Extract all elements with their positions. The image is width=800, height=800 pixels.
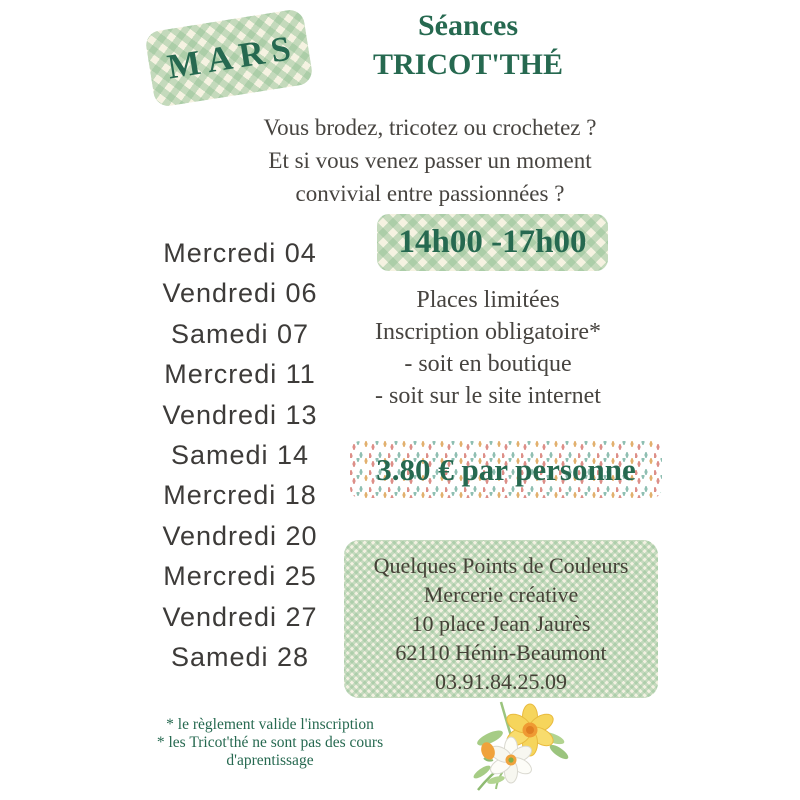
list-item: Mercredi 11 [164,359,316,390]
footnote-line: d'aprentissage [226,752,314,769]
registration-line: Places limitées [416,287,560,313]
registration-info [337,284,639,412]
footnote-line: * le règlement valide l'inscription [166,716,374,733]
registration-line: - soit en boutique [404,351,572,377]
intro-line: convivial entre passionnées ? [295,181,565,206]
contact-box [344,540,658,698]
list-item: Samedi 07 [170,318,310,349]
shop-tagline: Mercerie créative [423,582,579,607]
price-badge [350,441,662,498]
shop-city: 62110 Hénin-Beaumont [395,640,607,665]
intro-line: Vous brodez, tricotez ou crochetez ? [263,115,597,140]
list-item: Mercredi 18 [163,480,317,511]
title-line-1: Séances [418,9,518,42]
list-item: Vendredi 06 [162,278,318,309]
list-item: Samedi 28 [170,642,310,673]
registration-line: Inscription obligatoire* [375,319,601,345]
shop-phone: 03.91.84.25.09 [435,669,567,694]
list-item: Mercredi 25 [163,561,317,592]
list-item: Vendredi 13 [162,399,318,430]
shop-name: Quelques Points de Couleurs [373,553,629,578]
time-badge [377,214,608,271]
shop-street: 10 place Jean Jaurès [411,611,591,636]
registration-line: - soit sur le site internet [375,383,601,409]
list-item: Vendredi 20 [162,520,318,551]
list-item: Mercredi 04 [163,238,317,268]
month-label: MARS [164,27,301,87]
title-line-2: TRICOT'THÉ [372,48,564,81]
daffodil-flower-illustration [460,694,578,796]
month-badge [144,8,314,108]
time-label: 14h00 -17h00 [398,224,587,260]
session-dates-list [110,233,370,677]
footnotes [130,716,410,770]
list-item: Vendredi 27 [162,601,318,632]
list-item: Samedi 14 [170,440,310,471]
page-title [318,6,618,84]
price-label: 3.80 € par personne [376,451,636,487]
footnote-line: * les Tricot'thé ne sont pas des cours [156,734,384,751]
intro-text [210,111,650,210]
intro-line: Et si vous venez passer un moment [268,148,592,173]
